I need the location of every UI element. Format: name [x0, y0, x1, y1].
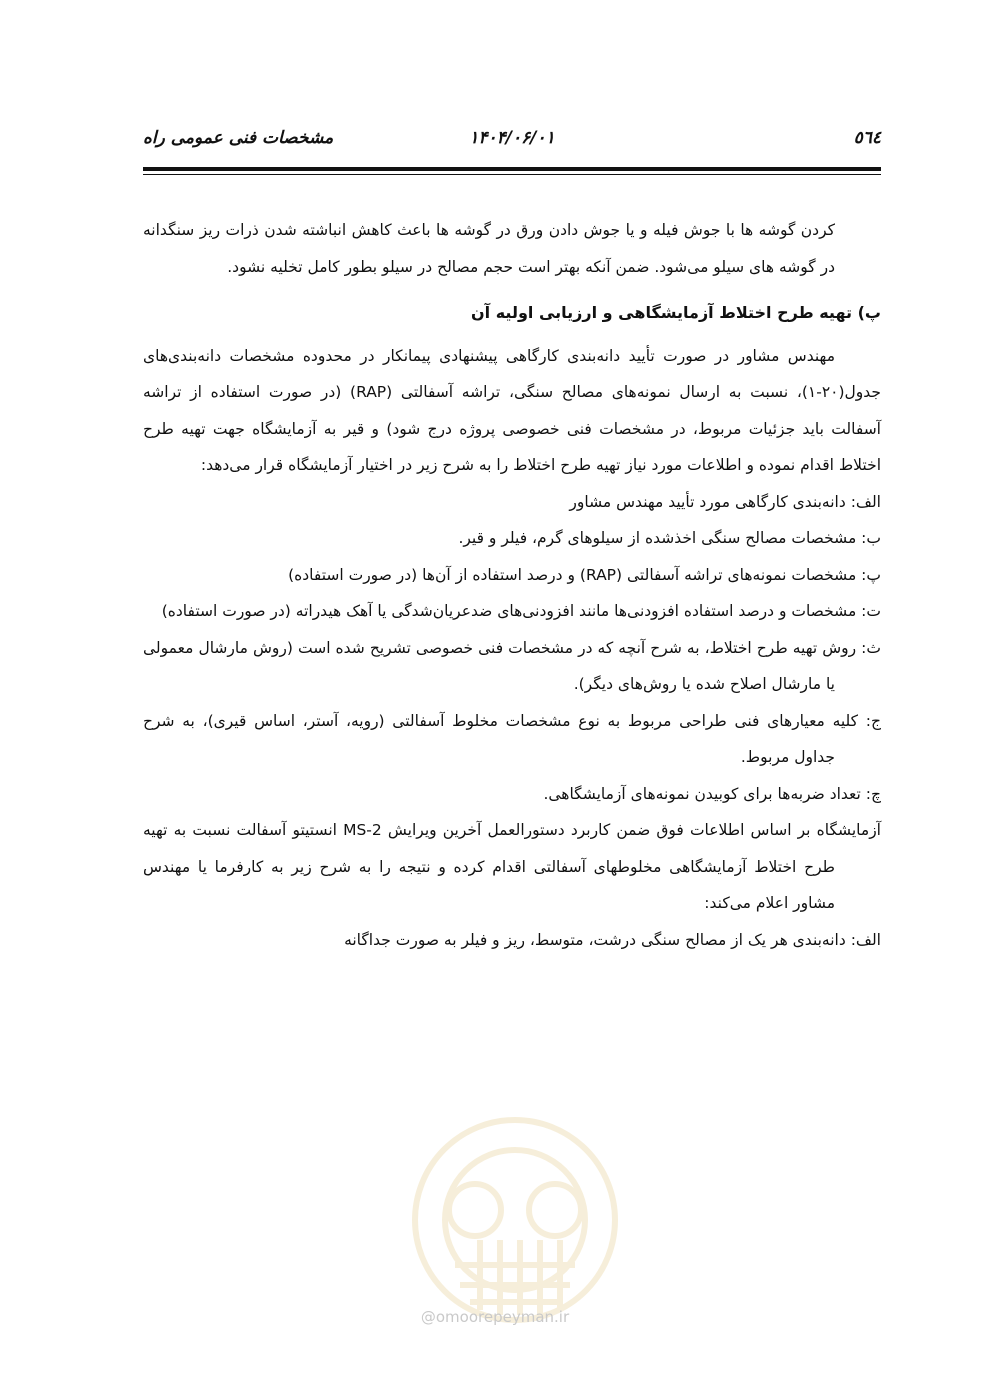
header-date: ۱۴۰۴/۰۶/۰۱ — [469, 128, 555, 148]
section-heading: پ) تهیه طرح اختلاط آزمایشگاهی و ارزیابی اولیه آن — [471, 303, 881, 322]
main-paragraph: مهندس مشاور در صورت تأیید دانه‌بندی کارگاهی پیشنهادی پیمانکار در محدوده مشخصات دانه‌بندی‌های جدول(۲۰-۱)، نسبت به ارسال نمونه‌های مصالح سنگی، تراشه آسفالتی (RAP) (در صورت استفاده از تراشه آسفالت باید جزئیات مربوط، در مشخصات فنی خصوصی پروژه درج شود) و قیر به آزمایشگاه جهت تهیه طرح اختلاط اقدام نموده و اطلاعات مورد نیاز تهیه طرح اختلاط را به شرح زیر در اختیار آزمایشگاه قرار می‌دهد: — [143, 346, 881, 474]
body-text — [143, 212, 881, 958]
list-item: چ: تعداد ضربه‌ها برای کوبیدن نمونه‌های آزمایشگاهی. — [543, 784, 881, 803]
page-number: ٥٦٤ — [853, 128, 881, 148]
list-item: ت: مشخصات و درصد استفاده افزودنی‌ها مانند افزودنی‌های ضدعریان‌شدگی یا آهک هیدراته (در صورت استفاده) — [161, 602, 881, 620]
header-rule-thick — [143, 167, 881, 171]
list-item: الف: دانه‌بندی هر یک از مصالح سنگی درشت، متوسط، ریز و فیلر به صورت جداگانه — [344, 930, 881, 949]
watermark-logo-icon — [395, 1090, 635, 1340]
list-item: ث: روش تهیه طرح اختلاط، به شرح آنچه که در مشخصات فنی خصوصی تشریح شده است (روش مارشال معمولی یا مارشال اصلاح شده یا روش‌های دیگر). — [143, 638, 881, 693]
page-header — [143, 128, 881, 158]
list-item: پ: مشخصات نمونه‌های تراشه آسفالتی (RAP) و درصد استفاده از آن‌ها (در صورت استفاده) — [288, 565, 881, 584]
list-item: ب: مشخصات مصالح سنگی اخذشده از سیلوهای گرم، فیلر و قیر. — [458, 529, 881, 547]
list-item: ج: کلیه معیارهای فنی طراحی مربوط به نوع مشخصات مخلوط آسفالتی (رویه، آستر، اساس قیری)، به شرح جداول مربوط. — [143, 711, 881, 766]
book-title: مشخصات فنی عمومی راه — [143, 128, 334, 148]
lab-paragraph: آزمایشگاه بر اساس اطلاعات فوق ضمن کاربرد دستورالعمل آخرین ویرایش MS-2 انستیتو آسفالت نسبت به تهیه طرح اختلاط آزمایشگاهی مخلوطهای آسفالتی اقدام کرده و نتیجه را به شرح زیر به کارفرما یا مهندس مشاور اعلام می‌کند: — [143, 821, 881, 912]
watermark-site: @omoorepeyman.ir — [420, 1308, 570, 1326]
header-rule-thin — [143, 174, 881, 175]
intro-paragraph: کردن گوشه ها با جوش فیله و یا جوش دادن ورق در گوشه ها باعث کاهش انباشته شدن ذرات ریز سنگدانه در گوشه های سیلو می‌شود. ضمن آنکه بهتر است حجم مصالح در سیلو بطور کامل تخلیه نشود. — [143, 221, 835, 276]
list-item: الف: دانه‌بندی کارگاهی مورد تأیید مهندس مشاور — [569, 492, 881, 511]
